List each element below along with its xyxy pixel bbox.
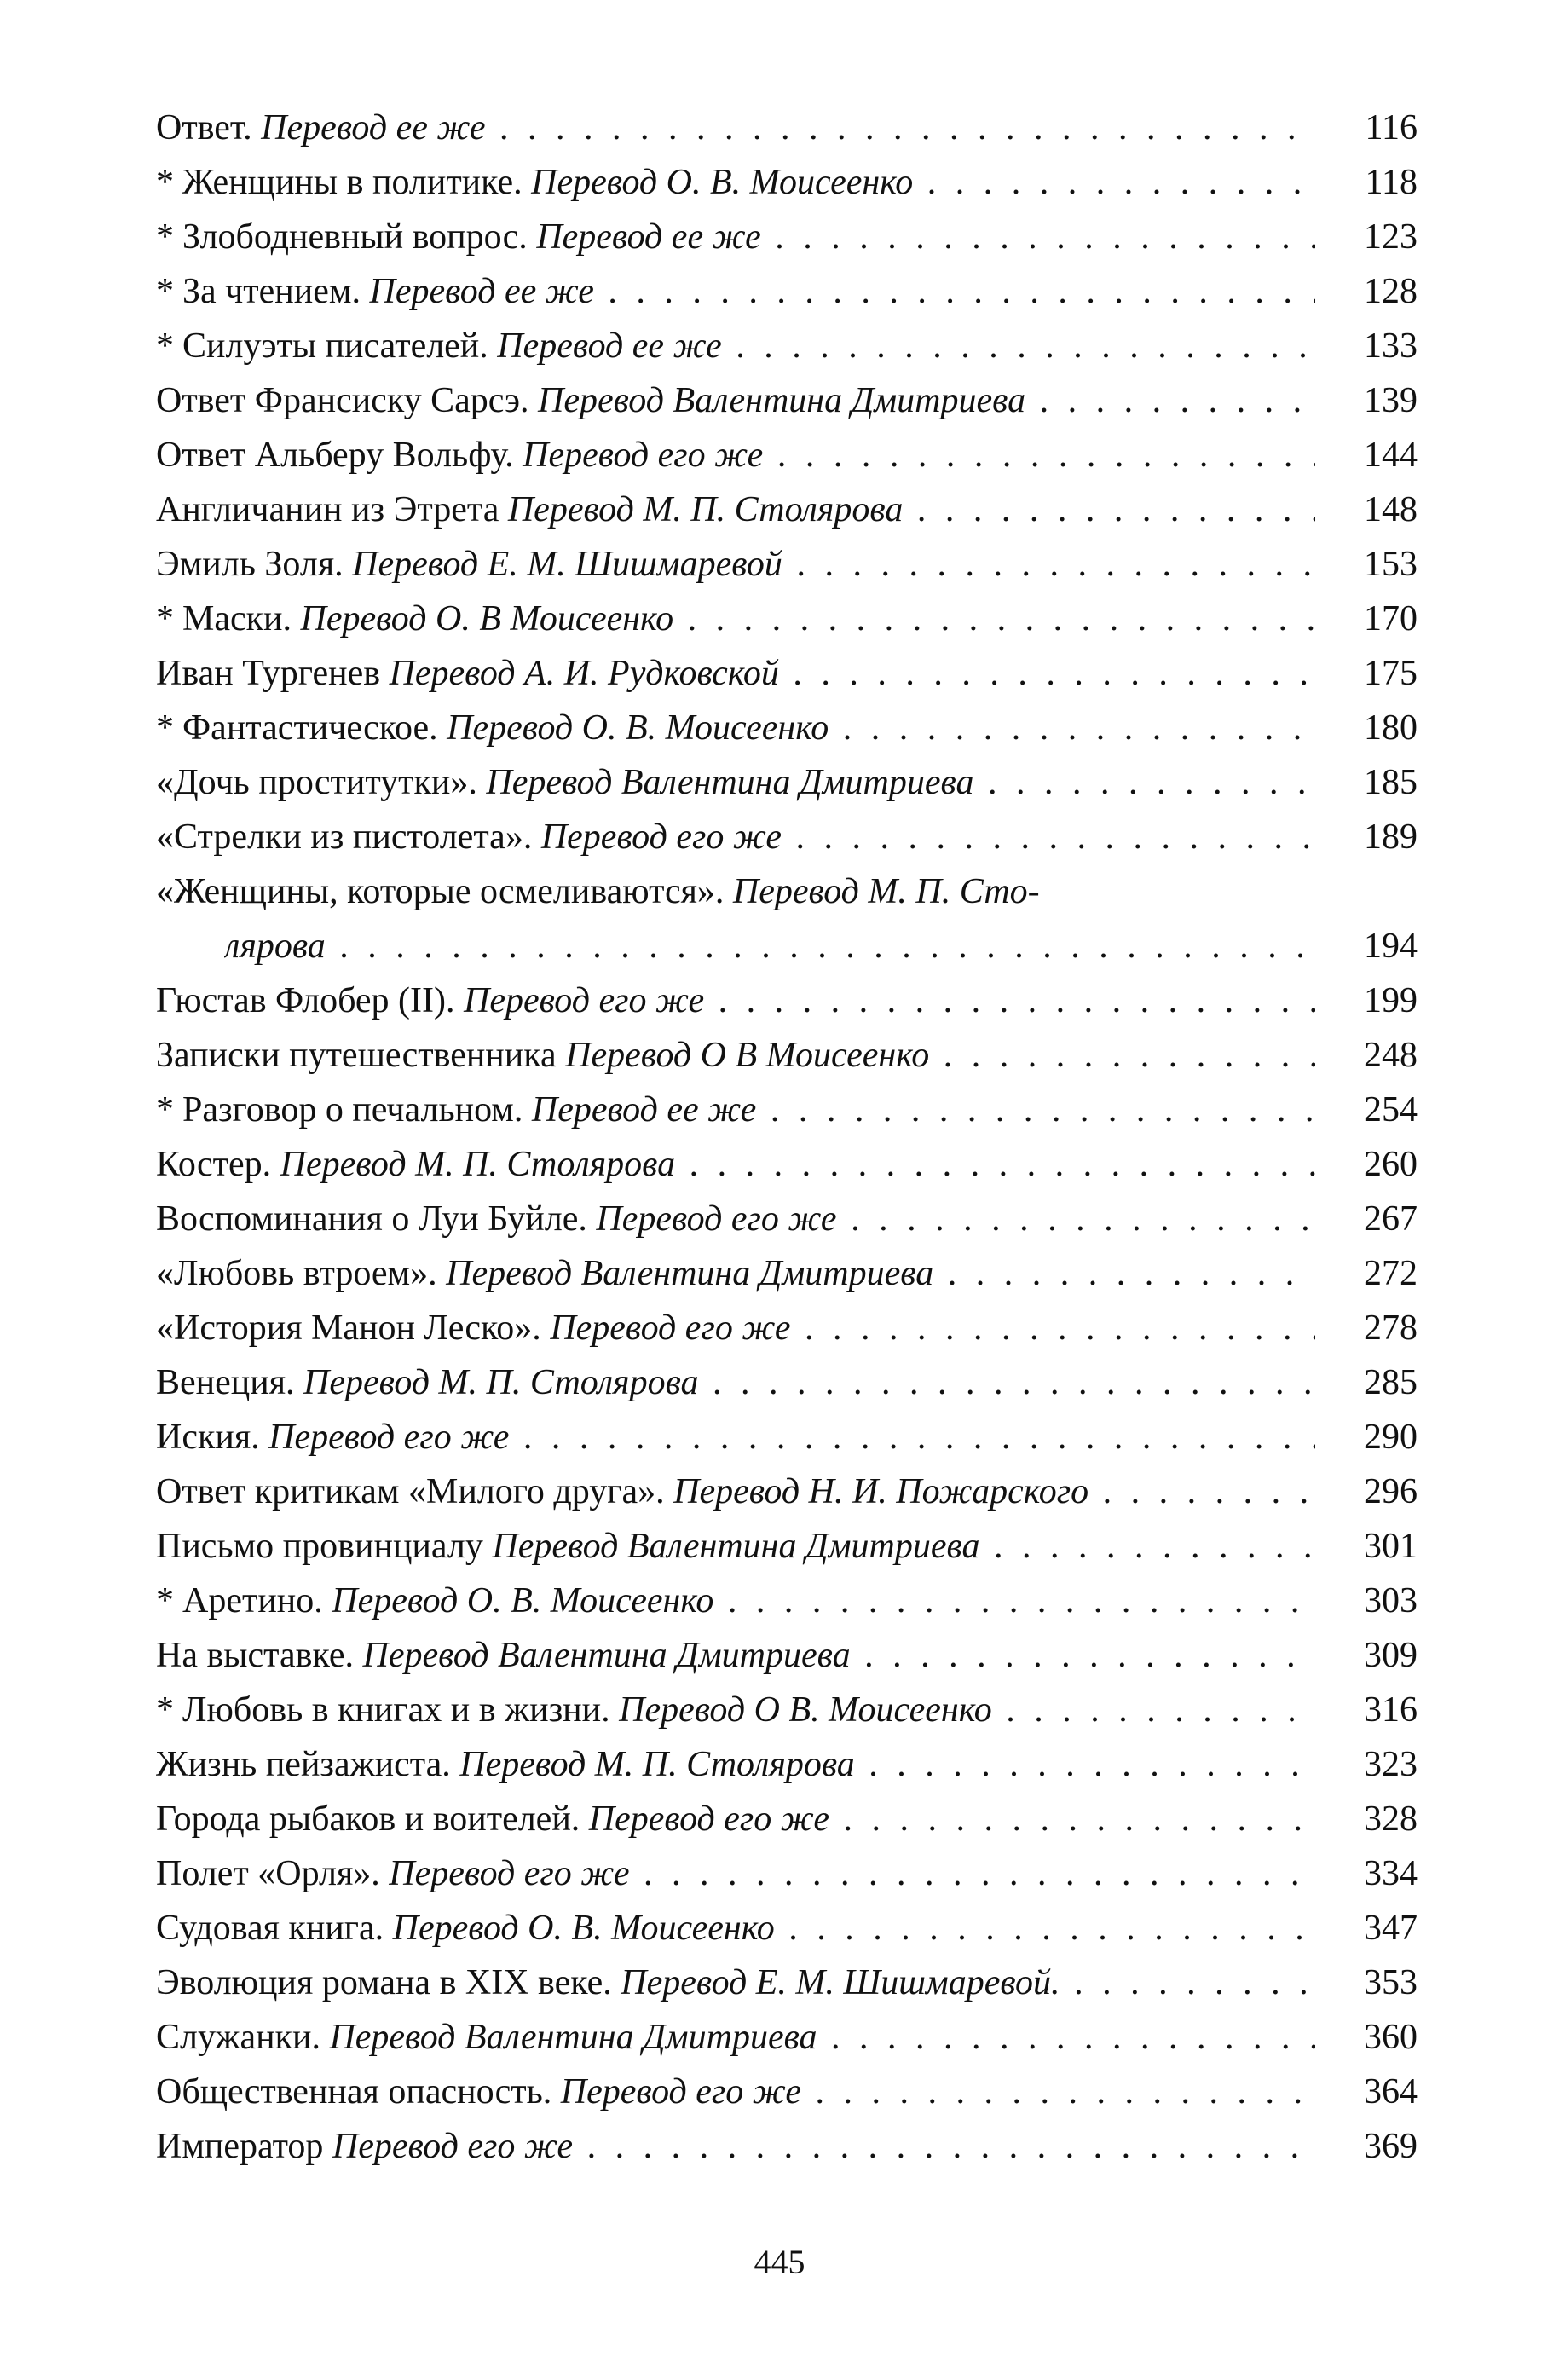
new-translation-marker: * xyxy=(156,217,174,257)
entry-title: Иския. xyxy=(156,1418,260,1457)
toc-entry xyxy=(156,1683,1418,1737)
toc-entry xyxy=(156,755,1418,810)
toc-entry-text xyxy=(156,101,1315,155)
toc-entry xyxy=(156,2119,1418,2174)
entry-page-number: 170 xyxy=(1324,592,1418,646)
entry-page-number: 260 xyxy=(1324,1137,1418,1192)
translator-credit-continued: лярова xyxy=(224,927,326,966)
toc-entry-text xyxy=(156,1028,1315,1083)
entry-title: Аретино. xyxy=(182,1581,323,1620)
toc-entry xyxy=(156,864,1418,973)
toc-entry xyxy=(156,264,1418,319)
toc-entry xyxy=(156,1301,1418,1355)
toc-entry xyxy=(156,1246,1418,1301)
toc-entry-text xyxy=(156,755,1315,810)
entry-title: Ответ Альберу Вольфу. xyxy=(156,436,514,475)
entry-page-number: 118 xyxy=(1324,155,1418,210)
new-translation-marker: * xyxy=(156,272,174,311)
toc-entry xyxy=(156,319,1418,373)
toc-entry-text xyxy=(156,537,1315,592)
entry-title: Женщины в политике. xyxy=(182,163,523,202)
toc-entry-text xyxy=(156,973,1315,1028)
page-number: 445 xyxy=(754,2243,805,2281)
toc-entry xyxy=(156,2010,1418,2065)
translator-credit: Перевод М. П. Сто- xyxy=(732,872,1040,911)
toc-entry xyxy=(156,1955,1418,2010)
toc-entry-text xyxy=(156,1737,1315,1792)
entry-title: Англичанин из Этрета xyxy=(156,490,499,529)
entry-title: Эволюция романа в XIX веке. xyxy=(156,1963,612,2002)
entry-page-number: 148 xyxy=(1324,482,1418,537)
entry-page-number: 254 xyxy=(1324,1083,1418,1137)
entry-title: Разговор о печальном. xyxy=(182,1090,523,1129)
entry-page-number: 369 xyxy=(1324,2119,1418,2174)
toc-entry xyxy=(156,810,1418,864)
toc-entry xyxy=(156,1137,1418,1192)
toc-entry-text xyxy=(156,646,1315,701)
entry-page-number: 360 xyxy=(1324,2010,1418,2065)
translator-credit: Перевод его же xyxy=(464,981,705,1020)
translator-credit: Перевод О. В. Моисеенко xyxy=(447,708,829,748)
entry-page-number: 248 xyxy=(1324,1028,1418,1083)
toc-entry xyxy=(156,1901,1418,1955)
entry-title: Судовая книга. xyxy=(156,1909,384,1948)
translator-credit: Перевод его же xyxy=(588,1799,829,1839)
translator-credit: Перевод ее же xyxy=(261,108,486,147)
entry-title: «Стрелки из пистолета». xyxy=(156,817,533,857)
entry-title: Ответ критикам «Милого друга». xyxy=(156,1472,665,1511)
entry-page-number: 364 xyxy=(1324,2065,1418,2119)
entry-title: За чтением. xyxy=(182,272,361,311)
entry-page-number: 267 xyxy=(1324,1192,1418,1246)
entry-page-number: 194 xyxy=(1324,919,1418,973)
toc-entry xyxy=(156,373,1418,428)
toc-entry-text xyxy=(156,1519,1315,1574)
toc-entry-text xyxy=(156,319,1315,373)
toc-entry-text xyxy=(156,1301,1315,1355)
translator-credit: Перевод ее же xyxy=(536,217,761,257)
translator-credit: Перевод его же xyxy=(540,817,782,857)
translator-credit: Перевод О. В. Моисеенко xyxy=(392,1909,775,1948)
toc-entry-text xyxy=(156,1955,1315,2010)
translator-credit: Перевод его же xyxy=(389,1854,630,1893)
toc-entry xyxy=(156,1519,1418,1574)
toc-entry-text xyxy=(156,264,1315,319)
table-of-contents xyxy=(156,101,1418,2174)
toc-entry xyxy=(156,701,1418,755)
new-translation-marker: * xyxy=(156,599,174,638)
entry-page-number: 123 xyxy=(1324,210,1418,264)
translator-credit: Перевод его же xyxy=(268,1418,510,1457)
toc-entry-text xyxy=(156,1192,1315,1246)
translator-credit: Перевод М. П. Столярова xyxy=(303,1363,699,1402)
entry-page-number: 285 xyxy=(1324,1355,1418,1410)
toc-entry-text xyxy=(156,1901,1315,1955)
entry-page-number: 189 xyxy=(1324,810,1418,864)
new-translation-marker: * xyxy=(156,1090,174,1129)
translator-credit: Перевод М. П. Столярова xyxy=(280,1145,676,1184)
entry-page-number: 328 xyxy=(1324,1792,1418,1846)
toc-entry-text xyxy=(156,1464,1315,1519)
toc-entry-continuation xyxy=(224,919,1315,973)
translator-credit: Перевод О. В. Моисеенко xyxy=(332,1581,714,1620)
toc-entry-text xyxy=(156,810,1315,864)
translator-credit: Перевод его же xyxy=(560,2072,801,2111)
entry-title: Венеция. xyxy=(156,1363,295,1402)
entry-page-number: 296 xyxy=(1324,1464,1418,1519)
translator-credit: Перевод Е. М. Шишмаревой. xyxy=(621,1963,1060,2002)
translator-credit: Перевод Валентина Дмитриева xyxy=(446,1254,934,1293)
toc-entry xyxy=(156,1028,1418,1083)
new-translation-marker: * xyxy=(156,163,174,202)
entry-title: Гюстав Флобер (II). xyxy=(156,981,455,1020)
toc-entry-text xyxy=(156,155,1315,210)
toc-entry xyxy=(156,973,1418,1028)
translator-credit: Перевод М. П. Столярова xyxy=(507,490,904,529)
entry-page-number: 185 xyxy=(1324,755,1418,810)
toc-entry-text xyxy=(156,1792,1315,1846)
translator-credit: Перевод О. В Моисеенко xyxy=(300,599,674,638)
toc-entry xyxy=(156,1083,1418,1137)
toc-entry xyxy=(156,155,1418,210)
translator-credit: Перевод А. И. Рудковской xyxy=(389,654,779,693)
toc-entry xyxy=(156,1737,1418,1792)
toc-entry-text xyxy=(156,864,1315,919)
translator-credit: Перевод ее же xyxy=(369,272,594,311)
entry-title: На выставке. xyxy=(156,1636,355,1675)
entry-title: Ответ Франсиску Сарсэ. xyxy=(156,381,529,420)
translator-credit: Перевод его же xyxy=(332,2127,574,2166)
toc-entry xyxy=(156,1846,1418,1901)
new-translation-marker: * xyxy=(156,1581,174,1620)
entry-page-number: 139 xyxy=(1324,373,1418,428)
translator-credit: Перевод О. В. Моисеенко xyxy=(531,163,914,202)
toc-entry-text xyxy=(156,1683,1315,1737)
toc-entry-text xyxy=(156,2065,1315,2119)
translator-credit: Перевод Валентина Дмитриева xyxy=(329,2018,817,2057)
toc-entry-text xyxy=(156,482,1315,537)
translator-credit: Перевод его же xyxy=(596,1199,837,1239)
toc-entry xyxy=(156,1192,1418,1246)
toc-entry xyxy=(156,537,1418,592)
toc-entry-text xyxy=(156,1410,1315,1464)
entry-page-number: 323 xyxy=(1324,1737,1418,1792)
toc-entry-text xyxy=(156,210,1315,264)
toc-entry-text xyxy=(156,1246,1315,1301)
toc-entry-text xyxy=(156,1628,1315,1683)
entry-page-number: 116 xyxy=(1324,101,1418,155)
toc-entry-text xyxy=(156,2010,1315,2065)
translator-credit: Перевод О В Моисеенко xyxy=(565,1036,930,1075)
translator-credit: Перевод М. П. Столярова xyxy=(459,1745,855,1784)
new-translation-marker: * xyxy=(156,1690,174,1730)
entry-page-number: 290 xyxy=(1324,1410,1418,1464)
toc-entry xyxy=(156,428,1418,482)
entry-page-number: 175 xyxy=(1324,646,1418,701)
translator-credit: Перевод ее же xyxy=(531,1090,757,1129)
translator-credit: Перевод О В. Моисеенко xyxy=(619,1690,992,1730)
toc-entry xyxy=(156,2065,1418,2119)
toc-entry xyxy=(156,101,1418,155)
entry-page-number: 309 xyxy=(1324,1628,1418,1683)
toc-entry xyxy=(156,1355,1418,1410)
toc-entry xyxy=(156,210,1418,264)
entry-title: Воспоминания о Луи Буйле. xyxy=(156,1199,587,1239)
entry-title: Костер. xyxy=(156,1145,272,1184)
toc-entry-text xyxy=(156,1574,1315,1628)
toc-entry xyxy=(156,646,1418,701)
translator-credit: Перевод Валентина Дмитриева xyxy=(486,763,974,802)
toc-entry-text xyxy=(156,592,1315,646)
entry-title: «Любовь втроем». xyxy=(156,1254,437,1293)
entry-title: Письмо провинциалу xyxy=(156,1527,483,1566)
entry-title: Общественная опасность. xyxy=(156,2072,552,2111)
toc-entry xyxy=(156,1464,1418,1519)
entry-page-number: 128 xyxy=(1324,264,1418,319)
entry-title: Фантастическое. xyxy=(182,708,438,748)
entry-title: Эмиль Золя. xyxy=(156,545,344,584)
translator-credit: Перевод его же xyxy=(550,1308,791,1348)
toc-entry-text xyxy=(156,1846,1315,1901)
entry-page-number: 278 xyxy=(1324,1301,1418,1355)
toc-entry xyxy=(156,1792,1418,1846)
toc-entry xyxy=(156,592,1418,646)
translator-credit: Перевод его же xyxy=(523,436,764,475)
toc-entry xyxy=(156,1410,1418,1464)
entry-title: Император xyxy=(156,2127,324,2166)
new-translation-marker: * xyxy=(156,708,174,748)
toc-entry-text xyxy=(156,373,1315,428)
entry-page-number: 144 xyxy=(1324,428,1418,482)
entry-title: Маски. xyxy=(182,599,292,638)
entry-page-number: 353 xyxy=(1324,1955,1418,2010)
entry-title: Записки путешественника xyxy=(156,1036,557,1075)
translator-credit: Перевод Е. М. Шишмаревой xyxy=(352,545,782,584)
entry-title: Жизнь пейзажиста. xyxy=(156,1745,451,1784)
entry-title: «Дочь проститутки». xyxy=(156,763,477,802)
toc-entry xyxy=(156,1628,1418,1683)
entry-title: «Женщины, которые осмеливаются». xyxy=(156,872,725,911)
translator-credit: Перевод Валентина Дмитриева xyxy=(492,1527,980,1566)
entry-title: Полет «Орля». xyxy=(156,1854,380,1893)
translator-credit: Перевод Валентина Дмитриева xyxy=(362,1636,851,1675)
entry-title: Иван Тургенев xyxy=(156,654,381,693)
entry-page-number: 133 xyxy=(1324,319,1418,373)
entry-page-number: 199 xyxy=(1324,973,1418,1028)
entry-title: Любовь в книгах и в жизни. xyxy=(182,1690,610,1730)
entry-page-number: 180 xyxy=(1324,701,1418,755)
entry-title: Города рыбаков и воителей. xyxy=(156,1799,580,1839)
entry-title: «История Манон Леско». xyxy=(156,1308,541,1348)
translator-credit: Перевод ее же xyxy=(497,326,722,366)
translator-credit: Перевод Н. И. Пожарского xyxy=(673,1472,1089,1511)
toc-entry-text xyxy=(156,701,1315,755)
toc-entry xyxy=(156,482,1418,537)
entry-page-number: 303 xyxy=(1324,1574,1418,1628)
new-translation-marker: * xyxy=(156,326,174,366)
toc-entry-text xyxy=(156,1137,1315,1192)
entry-title: Силуэты писателей. xyxy=(182,326,488,366)
entry-page-number: 301 xyxy=(1324,1519,1418,1574)
entry-page-number: 347 xyxy=(1324,1901,1418,1955)
translator-credit: Перевод Валентина Дмитриева xyxy=(537,381,1026,420)
entry-page-number: 316 xyxy=(1324,1683,1418,1737)
entry-title: Злободневный вопрос. xyxy=(182,217,528,257)
toc-entry-text xyxy=(156,428,1315,482)
entry-page-number: 272 xyxy=(1324,1246,1418,1301)
toc-entry xyxy=(156,1574,1418,1628)
entry-page-number: 153 xyxy=(1324,537,1418,592)
entry-page-number: 334 xyxy=(1324,1846,1418,1901)
toc-entry-text xyxy=(156,1355,1315,1410)
entry-title: Ответ. xyxy=(156,108,252,147)
toc-entry-text xyxy=(156,2119,1315,2174)
entry-title: Служанки. xyxy=(156,2018,320,2057)
toc-entry-text xyxy=(156,1083,1315,1137)
